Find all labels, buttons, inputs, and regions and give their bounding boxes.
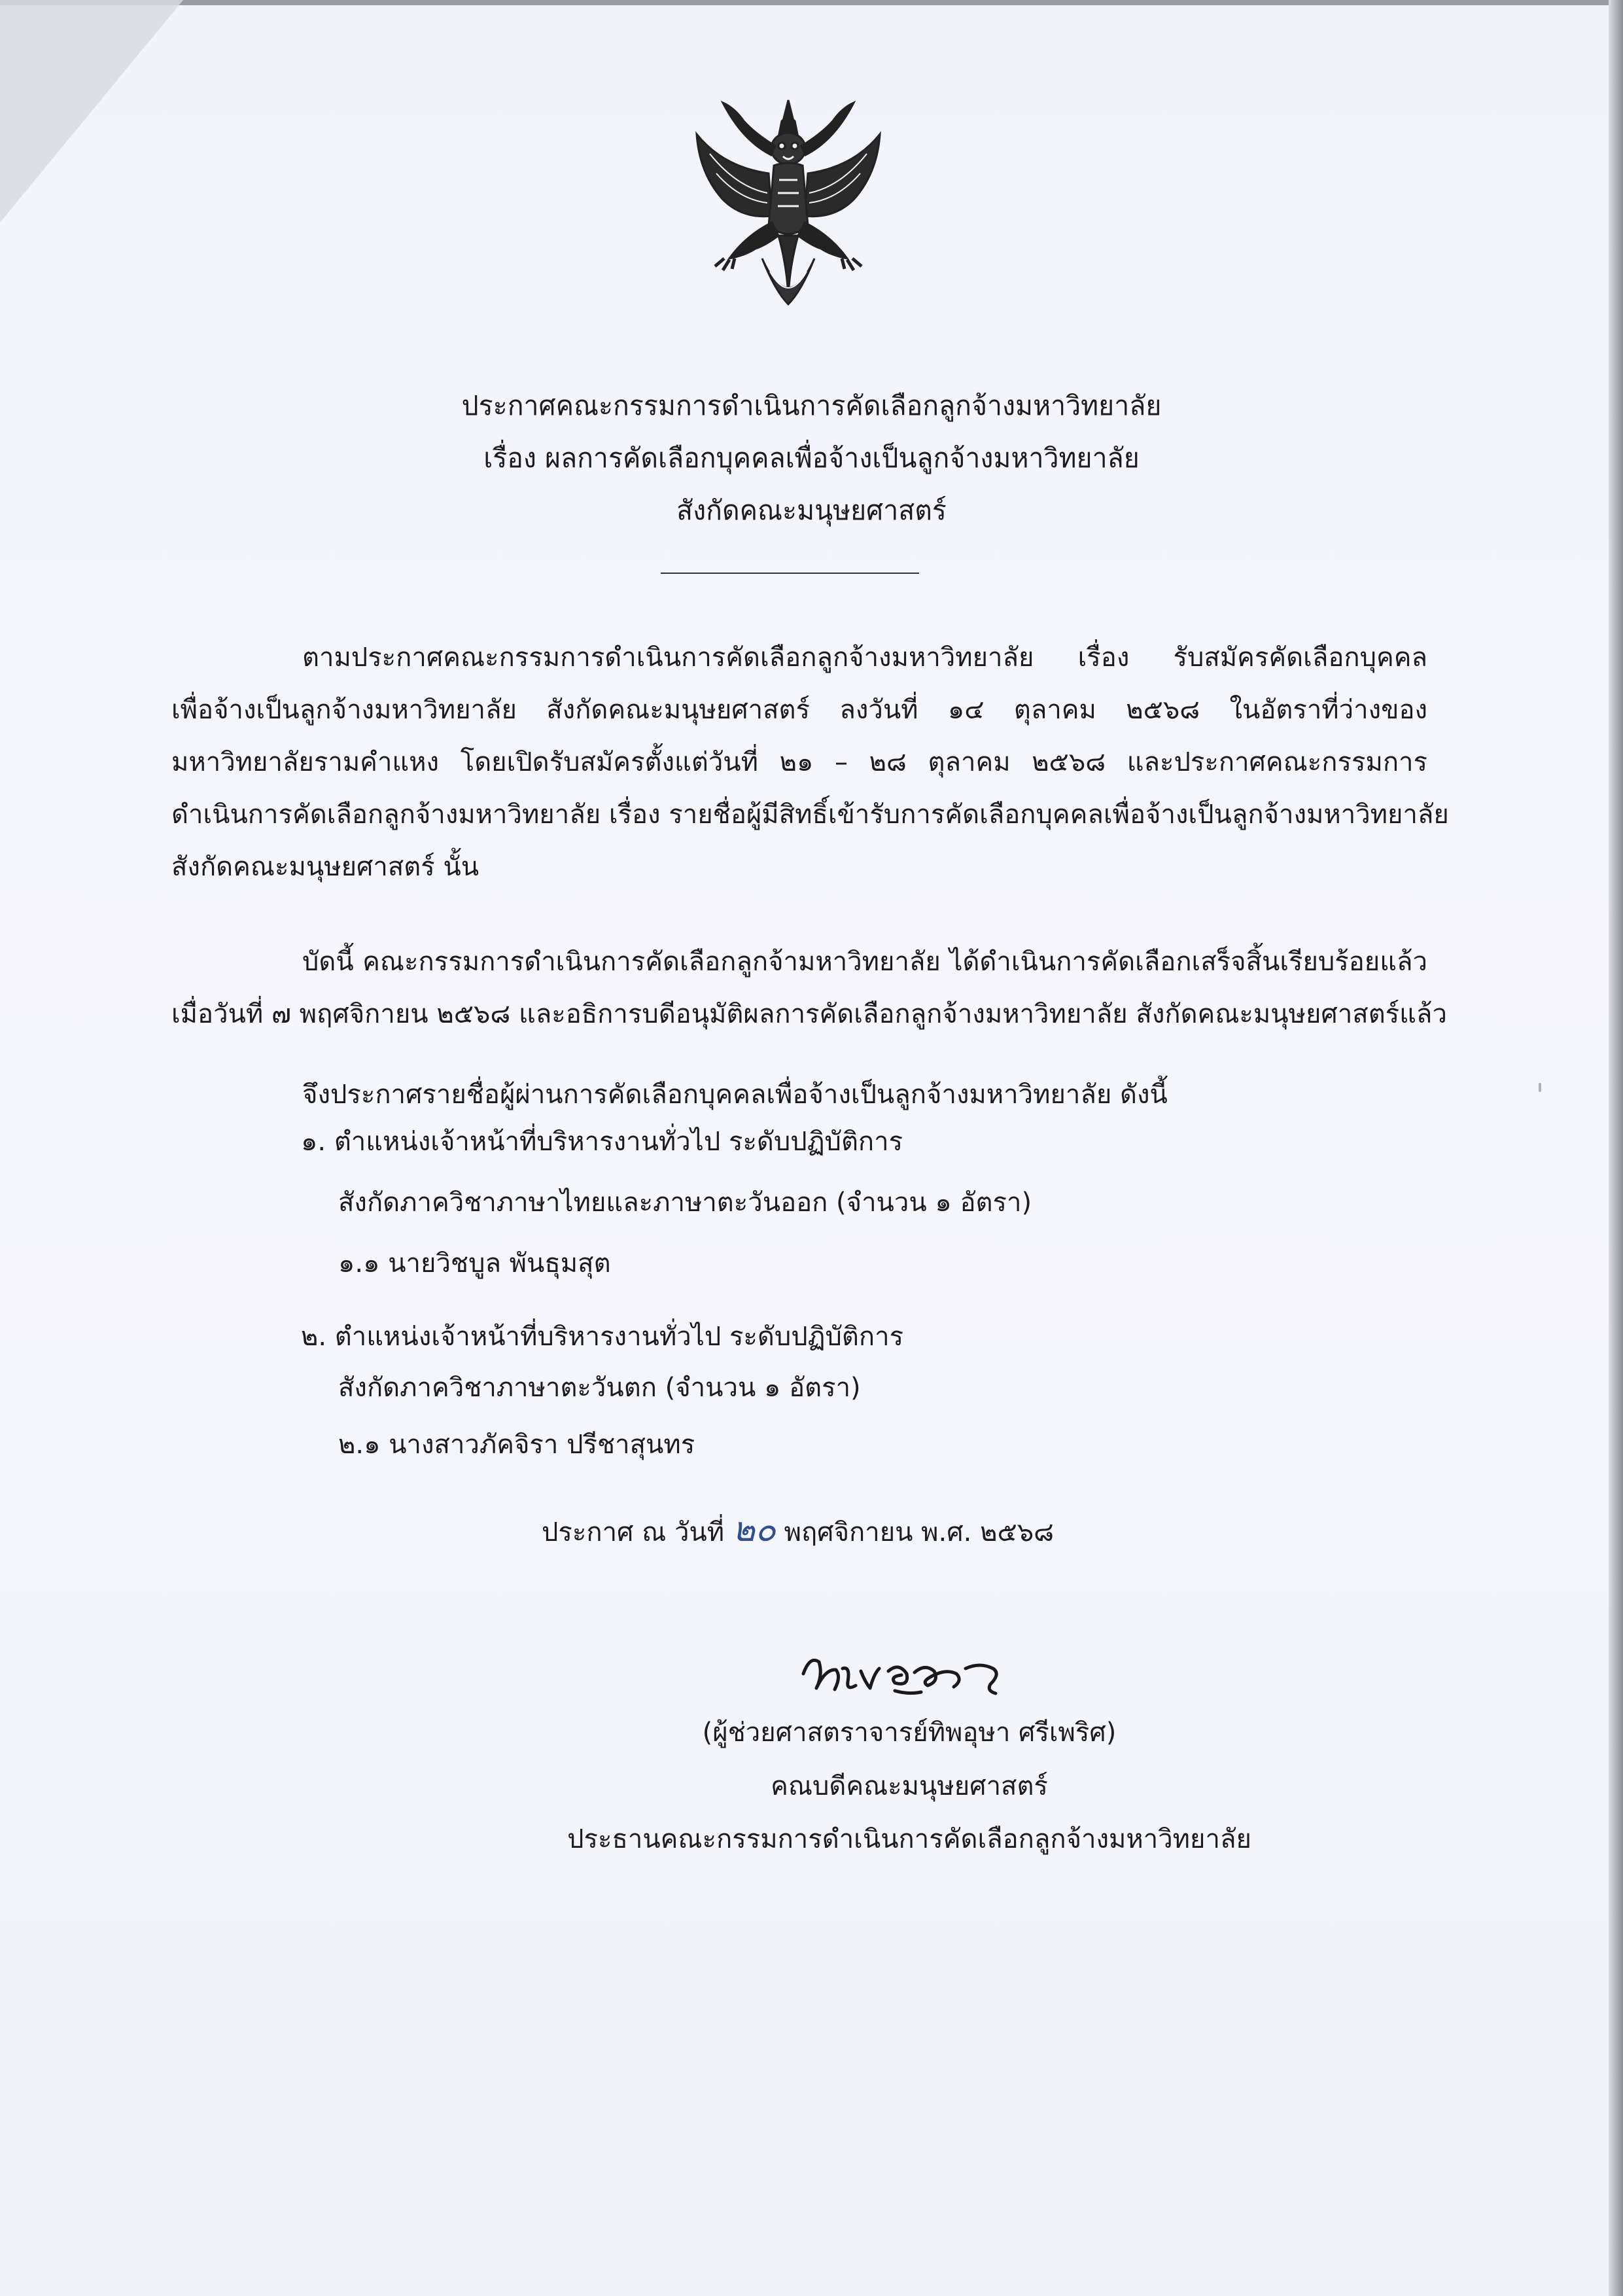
paragraph-1 (171, 631, 1449, 893)
position-1-person: ๑.๑ นายวิชบูล พันธุมสุต (338, 1248, 611, 1279)
date-suffix: พฤศจิกายน พ.ศ. ๒๕๖๘ (784, 1517, 1054, 1547)
folded-corner (0, 0, 183, 222)
date-prefix: ประกาศ ณ วันที่ (542, 1517, 725, 1547)
position-1-title: ๑. ตำแหน่งเจ้าหน้าที่บริหารงานทั่วไป ระดับปฏิบัติการ (301, 1127, 903, 1157)
position-2-unit: สังกัดภาควิชาภาษาตะวันตก (จำนวน ๑ อัตรา) (338, 1373, 861, 1403)
position-1-unit: สังกัดภาควิชาภาษาไทยและภาษาตะวันออก (จำนวน ๑ อัตรา) (338, 1188, 1032, 1218)
signer-position-dean: คณบดีคณะมนุษยศาสตร์ (771, 1771, 1048, 1801)
signer-position-chair: ประธานคณะกรรมการดำเนินการคัดเลือกลูกจ้างมหาวิทยาลัย (567, 1824, 1251, 1854)
date-day-handwritten: ๒๐ (732, 1510, 776, 1549)
paragraph-2-line: บัดนี้ คณะกรรมการดำเนินการคัดเลือกลูกจ้ามหาวิทยาลัย ได้ดำเนินการคัดเลือกเสร็จสิ้นเรียบร้อยแล้ว (302, 947, 1427, 977)
paragraph-2 (171, 936, 1447, 1040)
paragraph-1-line: เพื่อจ้างเป็นลูกจ้างมหาวิทยาลัย สังกัดคณะมนุษยศาสตร์ ลงวันที่ ๑๔ ตุลาคม ๒๕๖๘ ในอัตราที่ว่างของ (171, 695, 1427, 725)
scan-speck (1539, 1083, 1541, 1092)
handwritten-signature (797, 1642, 1032, 1701)
announcement-title: ประกาศคณะกรรมการดำเนินการคัดเลือกลูกจ้างมหาวิทยาลัย (461, 390, 1162, 421)
position-2-title: ๒. ตำแหน่งเจ้าหน้าที่บริหารงานทั่วไป ระดับปฏิบัติการ (301, 1322, 904, 1352)
garuda-emblem-icon (684, 95, 893, 324)
announcement-affiliation: สังกัดคณะมนุษยศาสตร์ (676, 495, 947, 526)
scan-right-edge (1609, 0, 1623, 2296)
paragraph-1-line: ดำเนินการคัดเลือกลูกจ้างมหาวิทยาลัย เรื่อง รายชื่อผู้มีสิทธิ์เข้ารับการคัดเลือกบุคคลเพื่อจ้างเป็นลูกจ้างมหาวิทยาลัย (171, 800, 1449, 830)
signer-name: (ผู้ช่วยศาสตราจารย์ทิพอุษา ศรีเพริศ) (702, 1718, 1117, 1748)
scan-top-edge (0, 0, 1623, 5)
paragraph-1-line: สังกัดคณะมนุษยศาสตร์ นั้น (171, 852, 480, 882)
header-divider (661, 573, 919, 574)
announce-date (542, 1502, 1054, 1556)
paragraph-1-line: ตามประกาศคณะกรรมการดำเนินการคัดเลือกลูกจ้างมหาวิทยาลัย เรื่อง รับสมัครคัดเลือกบุคคล (302, 643, 1427, 673)
announce-intro: จึงประกาศรายชื่อผู้ผ่านการคัดเลือกบุคคลเพื่อจ้างเป็นลูกจ้างมหาวิทยาลัย ดังนี้ (302, 1080, 1168, 1110)
announcement-subject: เรื่อง ผลการคัดเลือกบุคคลเพื่อจ้างเป็นลูกจ้างมหาวิทยาลัย (483, 442, 1140, 474)
paragraph-2-line: เมื่อวันที่ ๗ พฤศจิกายน ๒๕๖๘ และอธิการบดีอนุมัติผลการคัดเลือกลูกจ้างมหาวิทยาลัย สังกัดคณะมนุษยศาสตร์แล้ว (171, 999, 1447, 1029)
position-2-person: ๒.๑ นางสาวภัคจิรา ปรีชาสุนทร (338, 1430, 695, 1460)
paragraph-1-line: มหาวิทยาลัยรามคำแหง โดยเปิดรับสมัครตั้งแต่วันที่ ๒๑ – ๒๘ ตุลาคม ๒๕๖๘ และประกาศคณะกรรมการ (171, 747, 1427, 777)
